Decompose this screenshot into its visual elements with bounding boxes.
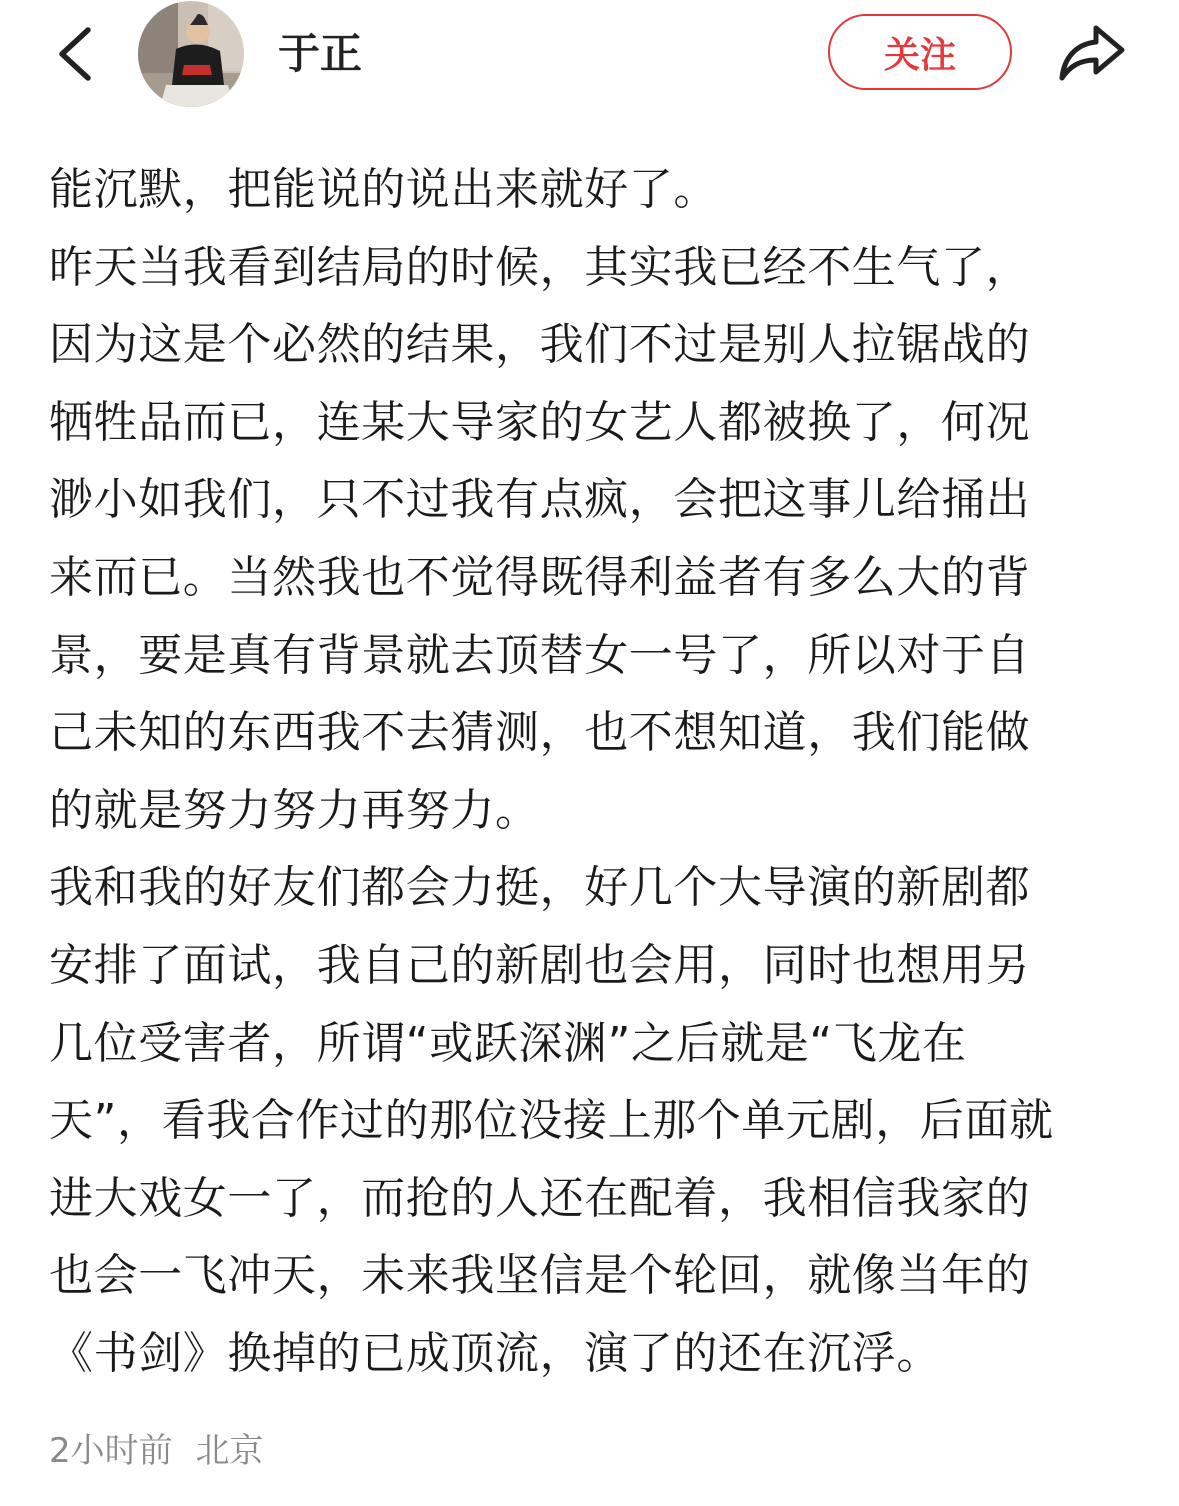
post-text-line: 因为这是个必然的结果，我们不过是别人拉锯战的 — [49, 319, 1031, 371]
post-text-line: 来而已。当然我也不觉得既得利益者有多么大的背 — [49, 551, 1031, 603]
post-text-line: 景，要是真有背景就去顶替女一号了，所以对于自 — [49, 629, 1031, 681]
follow-button[interactable] — [828, 14, 1012, 90]
author-avatar[interactable] — [138, 1, 244, 107]
follow-button-label: 关注 — [883, 34, 956, 76]
post-text-line: 几位受害者，所谓“或跃深渊”之后就是“飞龙在 — [49, 1017, 967, 1069]
post-location: 北京 — [195, 1431, 264, 1471]
post-text-line: 渺小如我们，只不过我有点疯，会把这事儿给捅出 — [49, 474, 1031, 526]
chevron-left-icon — [52, 26, 102, 82]
post-text-line: 的就是努力努力再努力。 — [49, 784, 540, 836]
post-text-line: 也会一飞冲天，未来我坚信是个轮回，就像当年的 — [49, 1250, 1031, 1302]
author-name[interactable]: 于正 — [278, 29, 363, 78]
post-meta — [49, 1428, 263, 1474]
post-text-line: 进大戏女一了，而抢的人还在配着，我相信我家的 — [49, 1172, 1031, 1224]
share-arrow-icon — [1056, 20, 1128, 84]
post-text-line: 昨天当我看到结局的时候，其实我已经不生气了， — [49, 241, 1031, 293]
share-button[interactable] — [1056, 20, 1128, 84]
post-text-line: 己未知的东西我不去猜测，也不想知道，我们能做 — [49, 707, 1031, 759]
post-text-line: 我和我的好友们都会力挺，好几个大导演的新剧都 — [49, 862, 1031, 914]
post-text-line: 天”，看我合作过的那位没接上那个单元剧，后面就 — [49, 1095, 1054, 1147]
post-time: 2小时前 — [49, 1431, 173, 1471]
post-text-line: 牺牲品而已，连某大导家的女艺人都被换了，何况 — [49, 396, 1031, 448]
post-text-line: 《书剑》换掉的已成顶流，演了的还在沉浮。 — [49, 1327, 941, 1379]
back-button[interactable] — [52, 26, 102, 82]
top-bar — [0, 0, 1179, 110]
avatar-photo — [138, 1, 244, 107]
post-text-line: 安排了面试，我自己的新剧也会用，同时也想用另 — [49, 939, 1031, 991]
post-content — [49, 151, 1139, 1393]
post-text-line: 能沉默，把能说的说出来就好了。 — [49, 164, 718, 215]
